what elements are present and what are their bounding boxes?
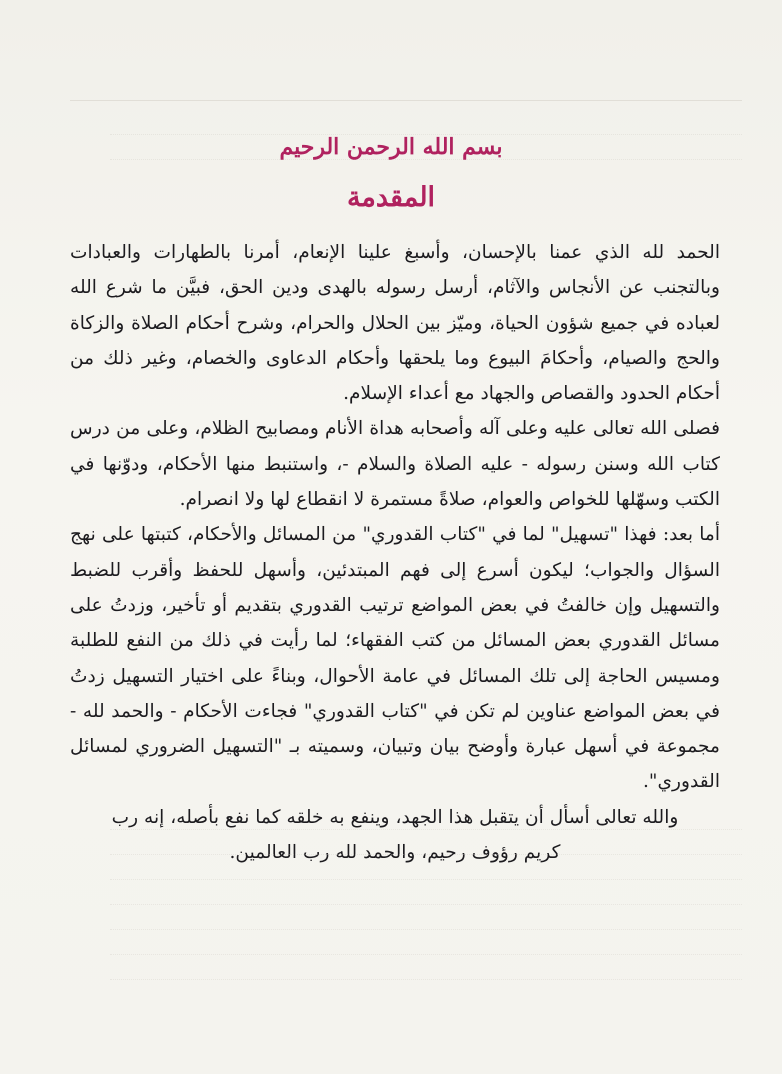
paragraph: فصلى الله تعالى عليه وعلى آله وأصحابه هداة الأنام ومصابيح الظلام، وعلى من درس كتاب الله وسنن رسوله - عليه الصلاة والسلام -، واستنبط منها الأحكام، ودوّنها في الكتب وسهّلها للخواص والعوام، صلاةً مستمرة لا انقطاع لها ولا انصرام. xyxy=(70,418,720,511)
basmala: بسم الله الرحمن الرحيم xyxy=(279,134,503,160)
paragraph: الحمد لله الذي عمنا بالإحسان، وأسبغ علينا الإنعام، أمرنا بالطهارات والعبادات وبالتجنب عن الأنجاس والآثام، أرسل رسوله بالهدى ودين الحق، فبيَّن ما شرع الله لعباده في جميع شؤون الحياة، وميّز بين الحلال والحرام، وشرح أحكام الصلاة والزكاة والحج والصيام، وأحكامَ البيوع وما يلحقها وأحكام الدعاوى والخصام، وغير ذلك من أحكام الحدود والقصاص والجهاد مع أعداء الإسلام. xyxy=(70,242,720,405)
paragraph: أما بعد: فهذا "تسهيل" لما في "كتاب القدوري" من المسائل والأحكام، كتبتها على نهج السؤال والجواب؛ ليكون أسرع إلى فهم المبتدئين، وأسهل للحفظ وأقرب للضبط والتسهيل وإن خالفتُ في بعض المواضع ترتيب القدوري بتقديم أو تأخير، وزدتُ على مسائل القدوري بعض المسائل من كتب الفقهاء؛ لما رأيت في ذلك من النفع للطلبة ومسيس الحاجة إلى تلك المسائل في عامة الأحوال، وبناءً على اختيار التسهيل زدتُ في بعض المواضع عناوين لم تكن في "كتاب القدوري" فجاءت الأحكام - والحمد لله - مجموعة في أسهل عبارة وأوضح بيان وتبيان، وسميته بـ "التسهيل الضروري لمسائل القدوري". xyxy=(70,524,720,793)
closing-line: كريم رؤوف رحيم، والحمد لله رب العالمين. xyxy=(229,842,561,864)
page-title: المقدمة xyxy=(346,182,436,213)
closing-line: والله تعالى أسأل أن يتقبل هذا الجهد، وينفع به خلقه كما نفع بأصله، إنه رب xyxy=(111,806,679,828)
show-through-header xyxy=(70,70,742,101)
show-through-text-bottom xyxy=(110,805,742,995)
introduction-text xyxy=(70,235,720,870)
